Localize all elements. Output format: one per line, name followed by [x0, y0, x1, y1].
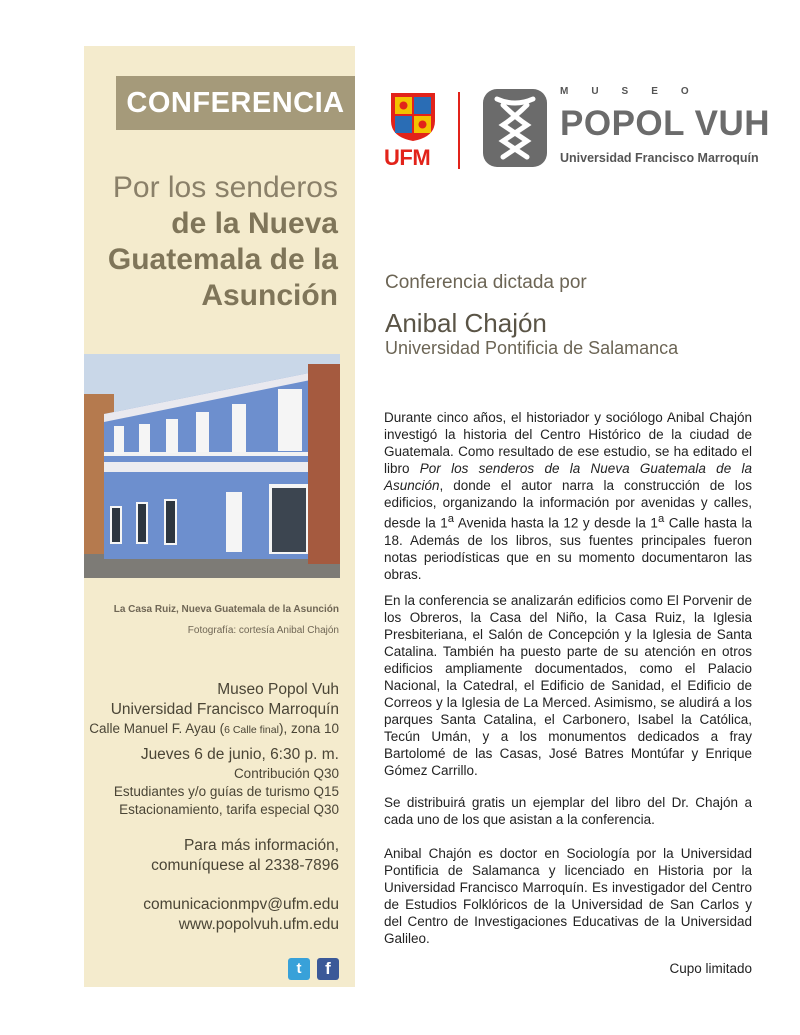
parking-fee: Estacionamiento, tarifa especial Q30: [119, 802, 339, 817]
speaker-affiliation: Universidad Pontificia de Salamanca: [385, 338, 679, 358]
logo-divider: [458, 92, 460, 169]
contact-email[interactable]: comunicacionmpv@ufm.edu: [143, 896, 339, 913]
facebook-icon[interactable]: f: [317, 958, 339, 980]
venue-address: Calle Manuel F. Ayau (6 Calle final), zona 10: [89, 721, 339, 736]
popol-vuh-wordmark: POPOL VUH: [560, 104, 771, 143]
twitter-icon[interactable]: t: [288, 958, 310, 980]
paragraph-3: Se distribuirá gratis un ejemplar del libro del Dr. Chajón a cada uno de los que asistan a la conferencia.: [384, 795, 752, 827]
fee-general: Contribución Q30: [233, 766, 339, 781]
popol-vuh-knot-icon: [483, 89, 547, 167]
photo-credit: Fotografía: cortesía Anibal Chajón: [187, 625, 339, 636]
title-line-1: Por los senderos: [112, 171, 338, 204]
book-title: Por los senderos de la Nueva Guatemala de la Asunción: [384, 461, 752, 493]
venue-block: [89, 680, 339, 739]
title-line-2: de la Nueva: [171, 207, 338, 240]
logo-university: Universidad Francisco Marroquín: [560, 151, 759, 165]
ufm-shield-icon: [389, 91, 437, 143]
info-line-1: Para más información,: [183, 837, 339, 854]
fee-students: Estudiantes y/o guías de turismo Q15: [113, 784, 339, 799]
venue-name: Museo Popol Vuh: [217, 681, 339, 698]
title-line-3: Guatemala de la: [107, 243, 338, 276]
info-block: [151, 836, 339, 876]
museo-label: MUSEO: [560, 86, 712, 97]
event-date: Jueves 6 de junio, 6:30 p. m.: [140, 746, 339, 763]
paragraph-2: En la conferencia se analizarán edificios como El Porvenir de los Obreros, la Casa del Niño, la Casa Ruiz, la Iglesia Presbiteriana, el Salón de Concepción y la Iglesia de Santa Catalina. También ha puesto parte de su atención en otros edificios ampliamente documentados, como el Palacio Nacional, la Catedral, el Edificio de Sanidad, el Edificio de Correos y la Iglesia de La Merced. Asimismo, se aludirá a los parques Santa Catalina, el Carbonero, Isabel la Católica, Tecún Umán, y a los monumentos dedicados a fray Bartolomé de las Casas, José Batres Montúfar y Enrique Gómez Carrillo.: [384, 593, 752, 778]
contact-website[interactable]: www.popolvuh.ufm.edu: [178, 916, 339, 933]
limited-seating-note: Cupo limitado: [669, 961, 752, 976]
speaker-intro: Conferencia dictada por: [385, 272, 587, 293]
speaker-name: Anibal Chajón: [385, 308, 547, 338]
ufm-logo-text: UFM: [384, 145, 431, 170]
venue-university: Universidad Francisco Marroquín: [110, 701, 339, 718]
paragraph-1: Durante cinco años, el historiador y sociólogo Anibal Chajón investigó la historia del Centro Histórico de la ciudad de Guatemala. Como resultado de ese estudio, se ha editado el libro Por los senderos de la Nueva Guatemala de la Asunción, donde el autor narra la construcción de los edificios, organizando la información por avenidas y calles, desde la 1$^a$ Avenida hasta la 12 y desde la 1$^a$ Calle hasta la 18. Además de los libros, sus fuentes principales fueron notas periodísticas que en su momento documentaron las obras.: [384, 410, 752, 582]
title-line-4: Asunción: [201, 279, 338, 312]
info-phone: comuníquese al 2338-7896: [151, 857, 339, 874]
schedule-block: [114, 745, 339, 819]
paragraph-4: Anibal Chajón es doctor en Sociología por la Universidad Pontificia de Salamanca y licenciado en Historia por la Universidad Francisco Marroquín. Es investigador del Centro de Estudios Folklóricos de la Universidad de San Carlos y del Centro de Investigaciones Educativas de la Universidad Galileo.: [384, 846, 752, 946]
conference-tag: CONFERENCIA: [116, 76, 355, 130]
photo-caption: La Casa Ruiz, Nueva Guatemala de la Asunción: [113, 604, 339, 615]
contact-block: [143, 895, 339, 935]
casa-ruiz-photo: [84, 354, 340, 578]
